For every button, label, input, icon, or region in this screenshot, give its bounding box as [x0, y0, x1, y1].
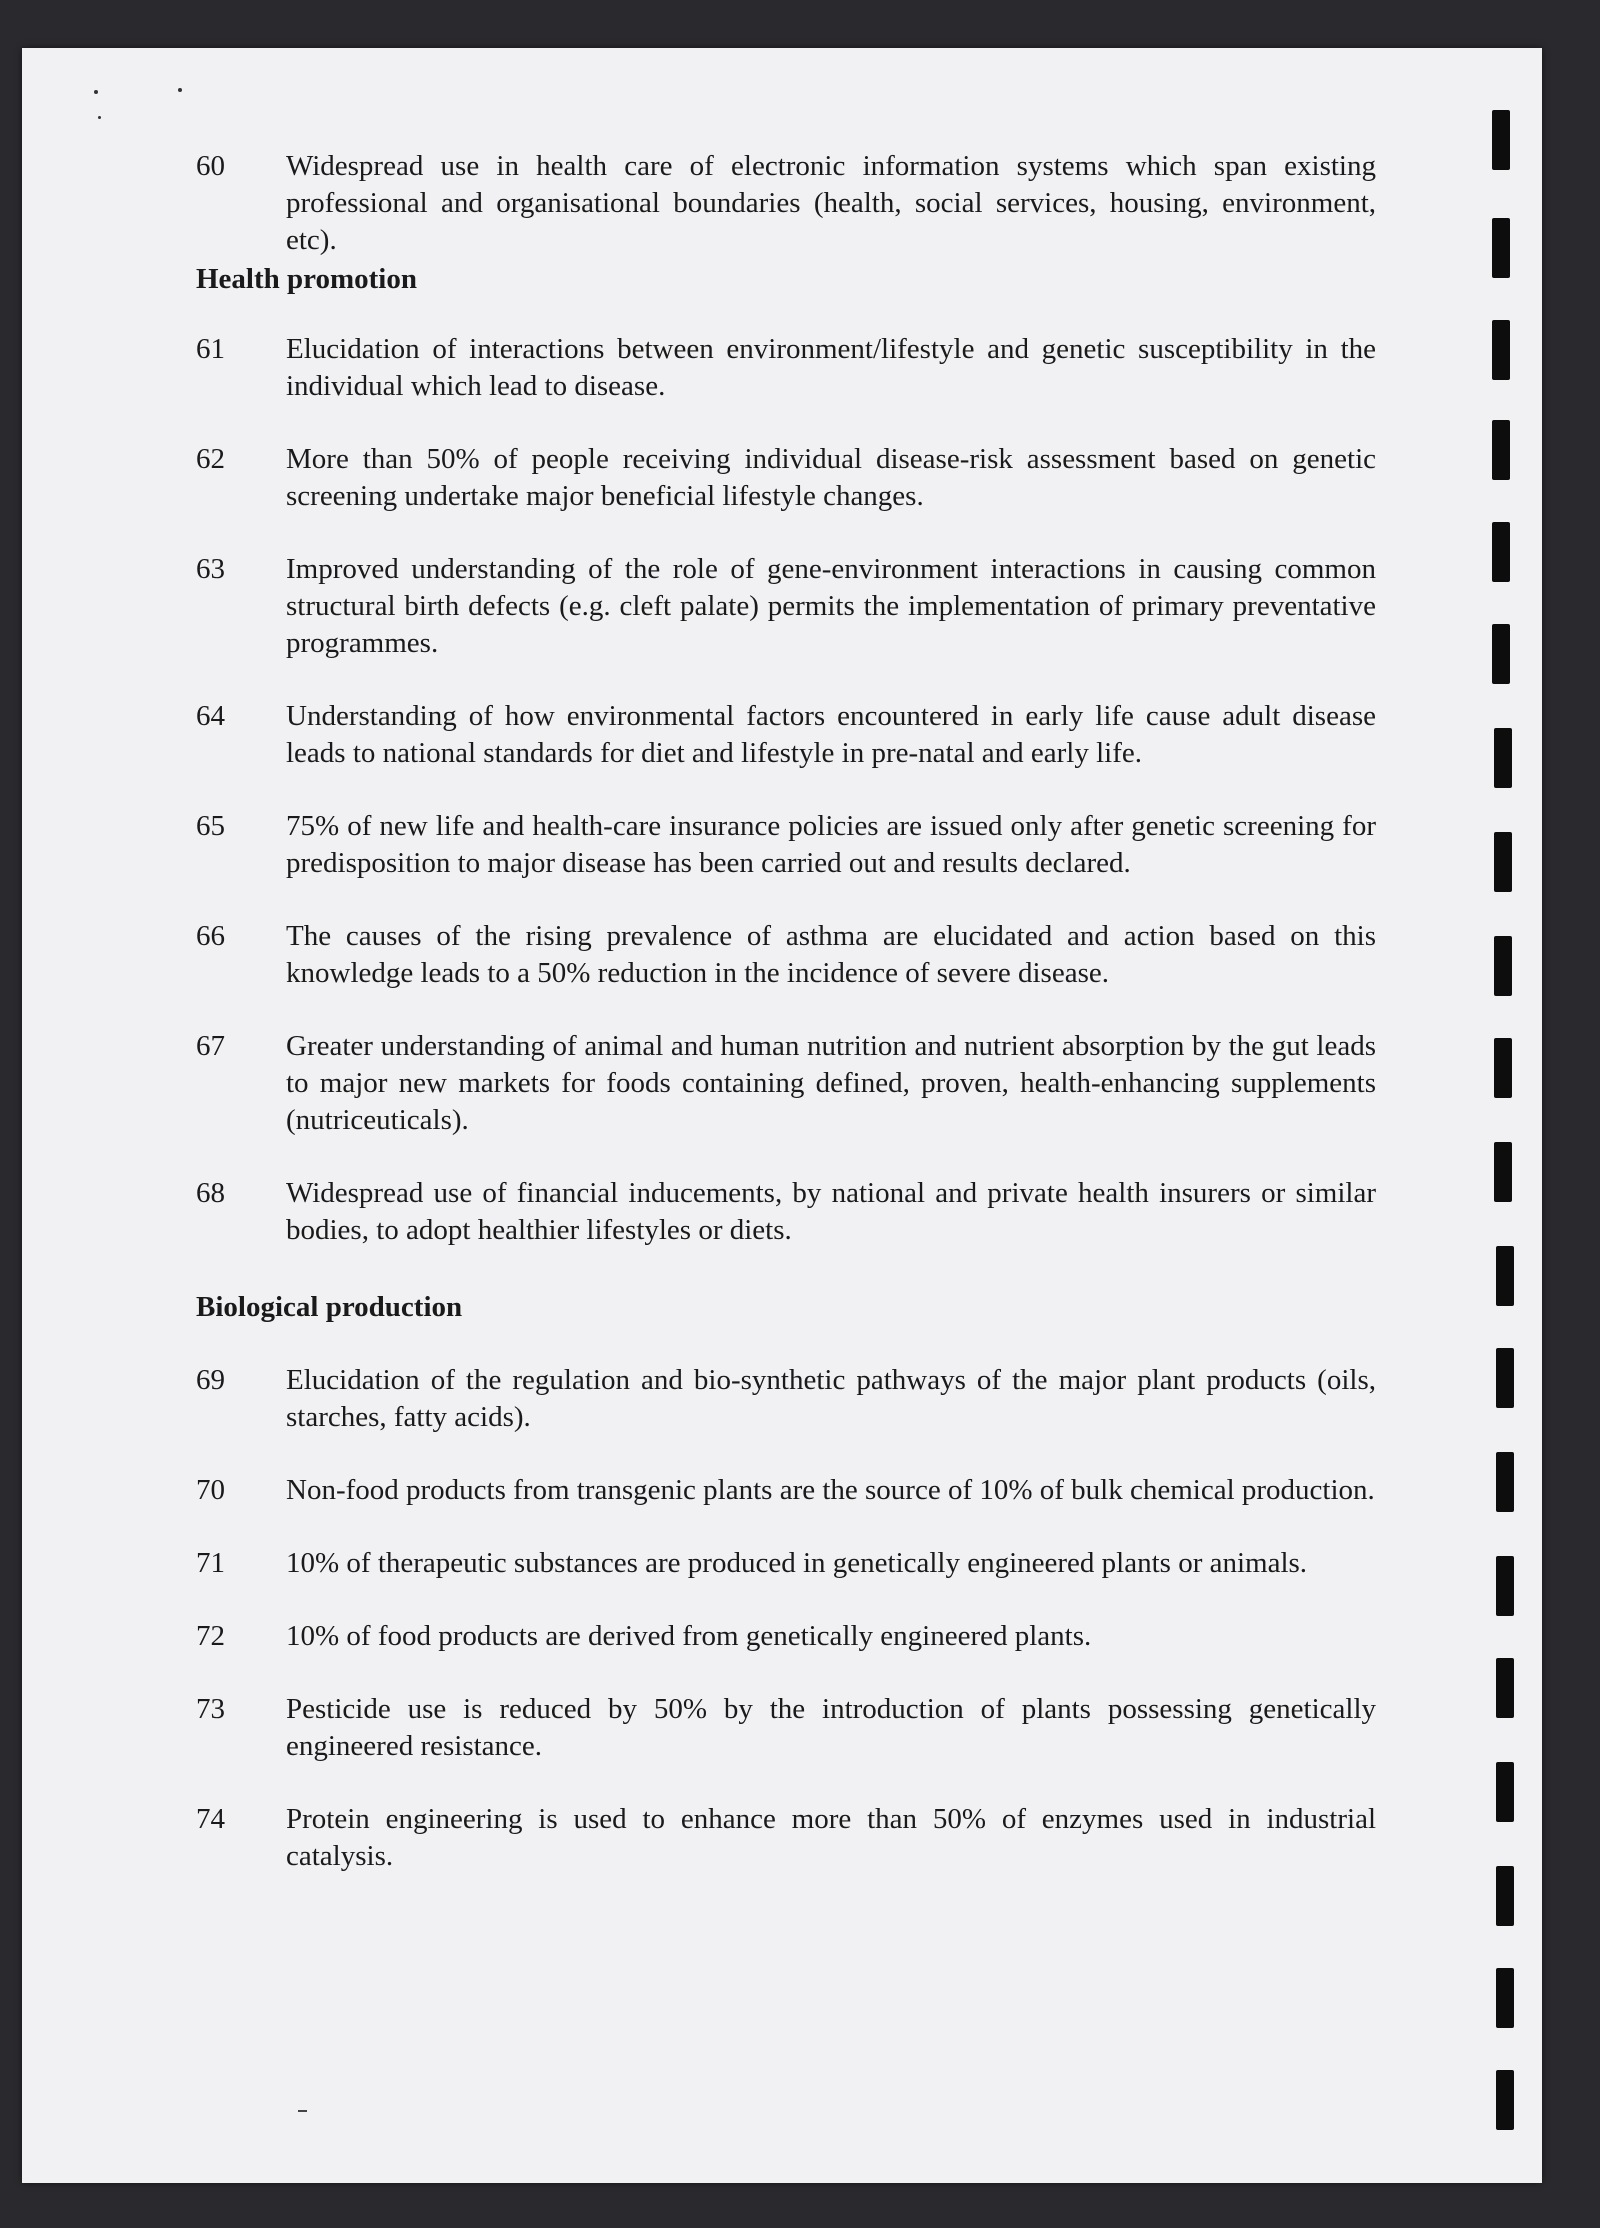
- punch-hole: [1492, 218, 1510, 278]
- punch-hole: [1496, 1968, 1514, 2028]
- item-number: 63: [196, 553, 225, 585]
- list-item: [196, 551, 1376, 662]
- punch-hole: [1494, 936, 1512, 996]
- item-number: 67: [196, 1030, 225, 1062]
- punch-hole: [1492, 110, 1510, 170]
- punch-hole: [1494, 1142, 1512, 1202]
- punch-hole: [1496, 1348, 1514, 1408]
- item-number: 61: [196, 333, 225, 365]
- item-text: Elucidation of the regulation and bio-synthetic pathways of the major plant products (oils, starches, fatty acids).: [286, 1364, 1376, 1433]
- item-text: 10% of food products are derived from genetically engineered plants.: [286, 1620, 1092, 1652]
- list-item: [196, 441, 1376, 515]
- page-mark: [298, 2110, 307, 2112]
- list-item: [196, 1472, 1376, 1509]
- punch-hole: [1492, 624, 1510, 684]
- item-number: 69: [196, 1364, 225, 1396]
- page-speck: [98, 116, 101, 119]
- item-number: 64: [196, 700, 225, 732]
- item-number: 65: [196, 810, 225, 842]
- item-text: Understanding of how environmental factors encountered in early life cause adult disease leads to national standards for diet and lifestyle in pre-natal and early life.: [286, 700, 1376, 769]
- punch-hole: [1496, 1866, 1514, 1926]
- item-text: Elucidation of interactions between environment/lifestyle and genetic susceptibility in the individual which lead to disease.: [286, 333, 1376, 402]
- item-number: 60: [196, 150, 225, 182]
- item-number: 68: [196, 1177, 225, 1209]
- punch-hole: [1494, 832, 1512, 892]
- list-item: [196, 1545, 1376, 1582]
- list-item: [196, 918, 1376, 992]
- item-text: Widespread use of financial inducements, by national and private health insurers or similar bodies, to adopt healthier lifestyles or diets.: [286, 1177, 1376, 1246]
- item-number: 74: [196, 1803, 225, 1835]
- list-item: [196, 698, 1376, 772]
- list-item: [196, 808, 1376, 882]
- punch-hole: [1496, 1246, 1514, 1306]
- list-item: [196, 1362, 1376, 1436]
- list-item: [196, 1028, 1376, 1139]
- item-text: Pesticide use is reduced by 50% by the introduction of plants possessing genetically engineered resistance.: [286, 1693, 1376, 1762]
- punch-hole: [1496, 1452, 1514, 1512]
- item-text: More than 50% of people receiving individual disease-risk assessment based on genetic screening undertake major beneficial lifestyle changes.: [286, 443, 1376, 512]
- item-number: 62: [196, 443, 225, 475]
- punch-hole: [1496, 1556, 1514, 1616]
- punch-hole: [1492, 522, 1510, 582]
- list-item: [196, 331, 1376, 405]
- item-number: 72: [196, 1620, 225, 1652]
- list-item: [196, 1691, 1376, 1765]
- page-speck: [178, 88, 182, 92]
- item-text: Non-food products from transgenic plants are the source of 10% of bulk chemical production.: [286, 1474, 1375, 1506]
- punch-hole: [1492, 420, 1510, 480]
- list-item: [196, 148, 1376, 259]
- item-text: Greater understanding of animal and human nutrition and nutrient absorption by the gut leads to major new markets for foods containing defined, proven, health-enhancing supplements (nutriceuticals).: [286, 1030, 1376, 1136]
- list-item: [196, 1801, 1376, 1875]
- item-text: 10% of therapeutic substances are produced in genetically engineered plants or animals.: [286, 1547, 1308, 1579]
- page-speck: [94, 90, 98, 94]
- section-heading-biological-production: Biological production: [196, 1291, 463, 1323]
- section-heading-health-promotion: Health promotion: [196, 263, 417, 295]
- item-text: Widespread use in health care of electronic information systems which span existing professional and organisational boundaries (health, social services, housing, environment, etc).: [286, 150, 1376, 256]
- document-body: [196, 148, 1376, 1875]
- item-text: Protein engineering is used to enhance more than 50% of enzymes used in industrial catalysis.: [286, 1803, 1376, 1872]
- item-number: 66: [196, 920, 225, 952]
- item-number: 73: [196, 1693, 225, 1725]
- item-text: 75% of new life and health-care insurance policies are issued only after genetic screening for predisposition to major disease has been carried out and results declared.: [286, 810, 1376, 879]
- list-item: [196, 1175, 1376, 1249]
- item-text: The causes of the rising prevalence of asthma are elucidated and action based on this knowledge leads to a 50% reduction in the incidence of severe disease.: [286, 920, 1376, 989]
- punch-hole: [1496, 1762, 1514, 1822]
- punch-hole: [1496, 2070, 1514, 2130]
- punch-hole: [1496, 1658, 1514, 1718]
- punch-hole: [1492, 320, 1510, 380]
- item-text: Improved understanding of the role of gene-environment interactions in causing common structural birth defects (e.g. cleft palate) permits the implementation of primary preventative programmes.: [286, 553, 1376, 659]
- punch-hole: [1494, 1038, 1512, 1098]
- item-number: 71: [196, 1547, 225, 1579]
- list-item: [196, 1618, 1376, 1655]
- punch-hole: [1494, 728, 1512, 788]
- item-number: 70: [196, 1474, 225, 1506]
